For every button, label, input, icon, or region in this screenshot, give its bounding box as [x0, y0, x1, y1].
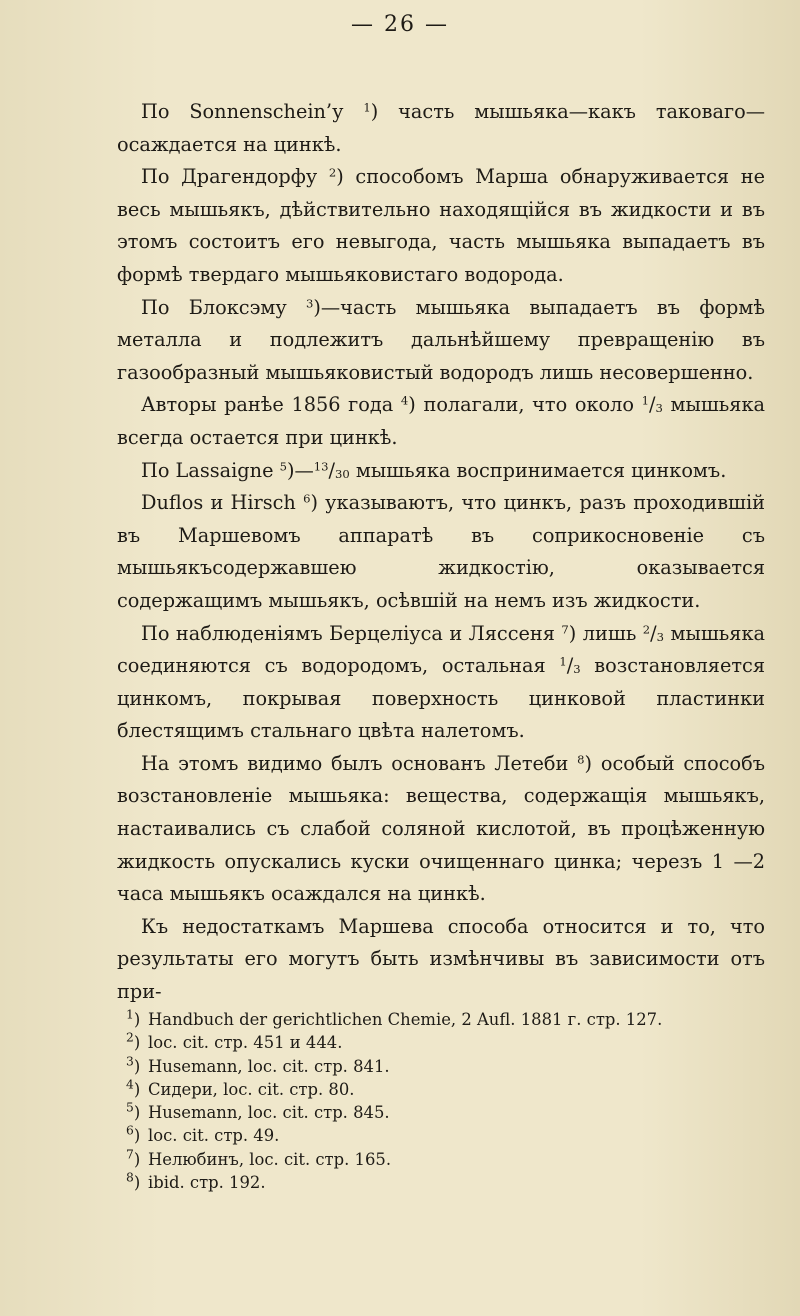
text-run: На этомъ видимо былъ основанъ Летеби	[141, 751, 578, 775]
fraction: $^1/_3$	[559, 654, 581, 678]
paragraph	[117, 455, 765, 488]
footnote-text: loc. cit. стр. 451 и 444.	[148, 1033, 343, 1053]
footnote-reference: 7	[561, 622, 569, 637]
text-run: ) указываютъ, что цинкъ, разъ проходившій въ Маршевомъ аппаратѣ въ соприкосновеніе съ мышьякъсодержавшею жидкостію, оказывается содержащимъ мышьякъ, осѣвшій на немъ изъ жидкости.	[117, 491, 765, 612]
body-text	[117, 96, 765, 1009]
page-number: — 26 —	[351, 12, 449, 37]
footnote	[126, 1101, 766, 1124]
fraction-denominator: 3	[656, 629, 665, 644]
footnote	[126, 1148, 766, 1171]
text-run: По наблюденіямъ Берцеліуса и Ляссеня	[141, 621, 562, 645]
footnote-text: ibid. стр. 192.	[148, 1173, 266, 1193]
paragraph	[117, 748, 765, 911]
paragraph	[117, 161, 765, 291]
text-run: ) особый способъ возстановленіе мышьяка: вещества, содержащія мышьякъ, настаивались съ слабой соляной кислотой, въ процѣженную жидкость опускались куски очищеннаго цинка; черезъ 1 —2 часа мышьякъ осаждался на цинкѣ.	[117, 751, 765, 906]
text-run: мышьяка воспринимается цинкомъ.	[349, 458, 727, 482]
footnotes	[126, 1008, 766, 1194]
fraction-numerator: 1	[559, 654, 567, 669]
footnote-reference: 8	[577, 752, 585, 767]
text-run: ) способомъ Марша обнаруживается не весь мышьякъ, дѣйствительно находящійся въ жидкости и въ этомъ состоитъ его невыгода, часть мышьяка выпадаетъ въ формѣ твердаго мышьяковистаго водорода.	[117, 165, 765, 286]
footnote-mark: $^6$)	[126, 1123, 141, 1146]
text-run: возстановляется цинкомъ, покрывая поверхность цинковой пластинки блестящимъ стальнаго цвѣта налетомъ.	[117, 654, 765, 743]
footnote-mark: $^2$)	[126, 1030, 141, 1053]
text-run: По Драгендорфу	[141, 165, 329, 189]
paragraph	[117, 292, 765, 390]
footnote-text: Husemann, loc. cit. стр. 845.	[148, 1103, 390, 1123]
footnote-text: Сидери, loc. cit. стр. 80.	[148, 1079, 355, 1099]
text-run: По Sonnenschein’у	[141, 100, 364, 123]
paragraph	[117, 618, 765, 748]
footnote-reference: 4	[400, 393, 409, 408]
footnote-text: Нелюбинъ, loc. cit. стр. 165.	[148, 1149, 392, 1169]
footnote	[126, 1078, 766, 1101]
footnote-mark: $^5$)	[126, 1100, 141, 1123]
footnote	[126, 1008, 766, 1031]
footnote-mark: $^3$)	[126, 1053, 141, 1076]
footnote	[126, 1055, 766, 1078]
text-run: )—	[286, 458, 314, 482]
fraction: $^{13}/_{30}$	[313, 458, 350, 482]
footnote-text: Handbuch der gerichtlichen Chemie, 2 Aufl. 1881 г. стр. 127.	[148, 1010, 663, 1029]
fraction: $^2/_3$	[642, 621, 665, 645]
paragraph	[117, 389, 765, 454]
footnote	[126, 1171, 766, 1194]
text-run: ) полагали, что около	[408, 393, 642, 417]
fraction-numerator: 13	[313, 459, 329, 474]
text-run: мышьяка соединяются съ водородомъ, остальная	[117, 621, 765, 678]
footnote-reference: 2	[328, 165, 337, 180]
footnote-mark: $^7$)	[126, 1147, 141, 1169]
footnote-mark: $^8$)	[126, 1170, 141, 1193]
footnote	[126, 1031, 766, 1054]
text-run: По Блоксэму	[141, 295, 306, 319]
footnote	[126, 1124, 766, 1147]
fraction-numerator: 1	[641, 393, 649, 408]
footnote-mark: $^1$)	[126, 1007, 141, 1029]
fraction-denominator: 3	[655, 401, 663, 416]
fraction-denominator: 30	[335, 466, 350, 481]
fraction-denominator: 3	[573, 662, 581, 677]
paragraph	[117, 911, 765, 1009]
text-run: ) часть мышьяка—какъ таковаго—осаждается на цинкѣ.	[117, 100, 765, 156]
footnote-mark: $^4$)	[126, 1077, 141, 1099]
text-run: Къ недостаткамъ Маршева способа относится и то, что результаты его могутъ быть измѣнчивы въ зависимости отъ при-	[117, 914, 765, 1004]
fraction-numerator: 2	[642, 622, 651, 637]
text-run: )—часть мышьяка выпадаетъ въ формѣ металла и подлежитъ дальнѣйшему превращенію въ газообразный мышьяковистый водородъ лишь несовершенно.	[117, 295, 765, 384]
footnote-reference: 6	[303, 491, 311, 506]
text-run: Авторы ранѣе 1856 года	[141, 393, 401, 417]
text-run: мышьяка всегда остается при цинкѣ.	[117, 393, 766, 449]
fraction: $^1/_3$	[641, 393, 663, 417]
text-run: По Lassaigne	[141, 458, 280, 482]
footnote-reference: 5	[279, 459, 287, 474]
text-run: ) лишь	[568, 621, 643, 645]
footnote-reference: 1	[363, 100, 371, 115]
footnote-text: Husemann, loc. cit. стр. 841.	[148, 1056, 390, 1076]
footnote-reference: 3	[305, 296, 314, 311]
paragraph	[117, 487, 765, 617]
text-run: Duflos и Hirsch	[141, 491, 304, 515]
paragraph	[117, 96, 765, 161]
footnote-text: loc. cit. стр. 49.	[148, 1126, 280, 1146]
